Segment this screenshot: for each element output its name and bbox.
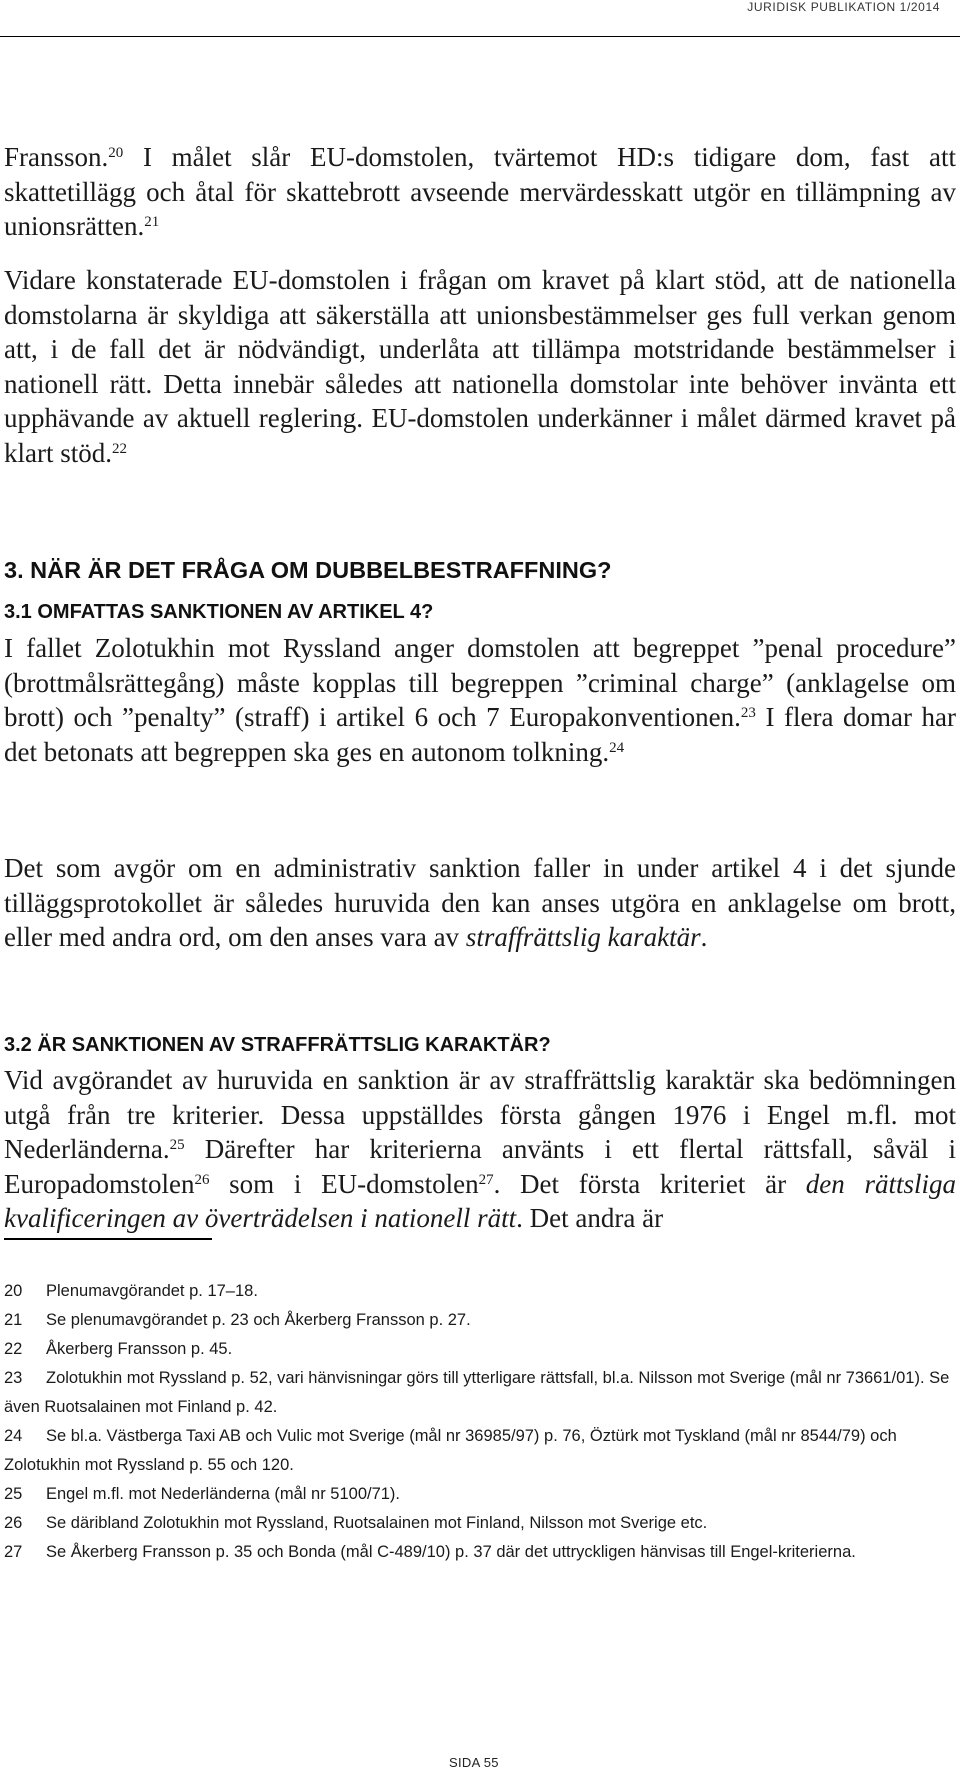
paragraph-text: Vidare konstaterade EU-domstolen i frågan om kravet på klart stöd, att de nationella domstolarna är skyldiga att säkerställa att unionsbestämmelser ges full verkan genom att, i de fall det är nödvändigt, underlåta att tillämpa motstridande bestämmelser i nationell rätt. Detta innebär således att nationella domstolar inte behöver invänta ett upphävande av aktuell reglering. EU-domstolen underkänner i målet därmed kravet på klart stöd. xyxy=(4,265,956,468)
footnote-number: 22 xyxy=(4,1340,23,1358)
paragraph-text: Det som avgör om en administrativ sanktion faller in under artikel 4 i det sjunde tilläggsprotokollet är således huruvida den kan anses utgöra en anklagelse om brott, eller med andra ord, om den anses vara av xyxy=(4,853,956,952)
footnote-ref: 23 xyxy=(740,705,756,721)
footnote-text: Plenumavgörandet p. 17–18. xyxy=(46,1282,258,1300)
footnote-item xyxy=(4,1538,956,1567)
running-header: JURIDISK PUBLIKATION 1/2014 xyxy=(747,0,940,14)
footnote-item xyxy=(4,1277,956,1306)
paragraph-2 xyxy=(4,263,956,470)
paragraph-4 xyxy=(4,851,956,955)
footnote-text: Se bl.a. Västberga Taxi AB och Vulic mot Sverige (mål nr 36985/97) p. 76, Öztürk mot Tyskland (mål nr 8544/79) och Zolotukhin mot Ryssland p. 55 och 120. xyxy=(4,1427,897,1474)
footnote-number: 24 xyxy=(4,1427,23,1445)
paragraph-1 xyxy=(4,140,956,244)
paragraph-text: . xyxy=(700,922,708,952)
page-number: SIDA 55 xyxy=(449,1755,499,1770)
paragraph-text: som i EU-domstolen xyxy=(209,1168,479,1199)
footnote-ref: 24 xyxy=(609,739,625,756)
paragraph-text: I fallet Zolotukhin mot Ryssland anger domstolen att begreppet ”penal procedure” (brottmålsrättegång) måste kopplas till begreppen ”criminal charge” (anklagelse om brott) och ”penalty” (straff) i artikel 6 och 7 Europakonventionen. xyxy=(4,633,956,732)
footnote-text: Engel m.fl. mot Nederländerna (mål nr 5100/71). xyxy=(46,1485,401,1503)
footnote-number: 23 xyxy=(4,1369,23,1387)
footnote-text: Se plenumavgörandet p. 23 och Åkerberg Fransson p. 27. xyxy=(46,1311,471,1329)
footnote-item xyxy=(4,1364,956,1422)
footnote-number: 27 xyxy=(4,1543,23,1561)
footnote-ref: 27 xyxy=(478,1171,494,1188)
footnote-item xyxy=(4,1306,956,1335)
heading-section-3-1: 3.1 OMFATTAS SANKTIONEN AV ARTIKEL 4? xyxy=(4,601,434,623)
paragraph-text: . Det andra är xyxy=(516,1203,664,1233)
paragraph-text: . Det första kriteriet är xyxy=(493,1168,806,1199)
paragraph-text: I flera domar har det betonats att begreppen ska ges en autonom tolkning. xyxy=(4,702,956,767)
footnote-number: 26 xyxy=(4,1514,23,1532)
footnote-text: Se Åkerberg Fransson p. 35 och Bonda (mål C-489/10) p. 37 där det uttryckligen hänvisas till Engel-kriterierna. xyxy=(46,1543,856,1561)
paragraph-text: Därefter har kriterierna använts i ett flertal rättsfall, såväl i Europadomstolen xyxy=(4,1134,956,1199)
footnote-rule xyxy=(4,1238,212,1240)
footnote-ref: 20 xyxy=(108,145,124,161)
header-rule xyxy=(0,36,960,37)
footnote-ref: 21 xyxy=(144,214,160,230)
footnote-number: 25 xyxy=(4,1485,23,1503)
paragraph-text: Vid avgörandet av huruvida en sanktion är av straffrättslig karaktär ska bedömningen utgå från tre kriterier. Dessa uppställdes första gången 1976 i Engel m.fl. mot Nederländerna. xyxy=(4,1065,956,1164)
footnote-number: 21 xyxy=(4,1311,23,1329)
footnote-text: Zolotukhin mot Ryssland p. 52, vari hänvisningar görs till ytterligare rättsfall, bl.a. Nilsson mot Sverige (mål nr 73661/01). Se även Ruotsalainen mot Finland p. 42. xyxy=(4,1369,950,1416)
heading-section-3-2: 3.2 ÄR SANKTIONEN AV STRAFFRÄTTSLIG KARAKTÄR? xyxy=(4,1034,551,1056)
paragraph-text: I målet slår EU-domstolen, tvärtemot HD:s tidigare dom, fast att skattetillägg och åtal för skattebrott avseende mervärdesskatt utgör en tillämpning av unionsrätten. xyxy=(4,142,956,241)
footnote-text: Se däribland Zolotukhin mot Ryssland, Ruotsalainen mot Finland, Nilsson mot Sverige etc. xyxy=(46,1514,708,1532)
paragraph-5 xyxy=(4,1063,956,1236)
footnote-item xyxy=(4,1509,956,1538)
paragraph-3 xyxy=(4,631,956,769)
footnote-text: Åkerberg Fransson p. 45. xyxy=(46,1340,233,1358)
heading-section-3: 3. NÄR ÄR DET FRÅGA OM DUBBELBESTRAFFNING? xyxy=(4,557,612,583)
emphasis-text: den rättsliga kvalificeringen av överträdelsen i nationell rätt xyxy=(4,1168,956,1233)
footnote-ref: 25 xyxy=(169,1137,185,1153)
footnote-ref: 26 xyxy=(194,1171,210,1188)
footnote-number: 20 xyxy=(4,1282,23,1300)
footnote-item xyxy=(4,1480,956,1509)
emphasis-text: straffrättslig karaktär xyxy=(465,922,701,952)
paragraph-text: Fransson. xyxy=(4,142,109,172)
footnote-item xyxy=(4,1335,956,1364)
footnote-list xyxy=(4,1277,956,1567)
footnote-ref: 22 xyxy=(112,440,127,457)
footnote-item xyxy=(4,1422,956,1480)
